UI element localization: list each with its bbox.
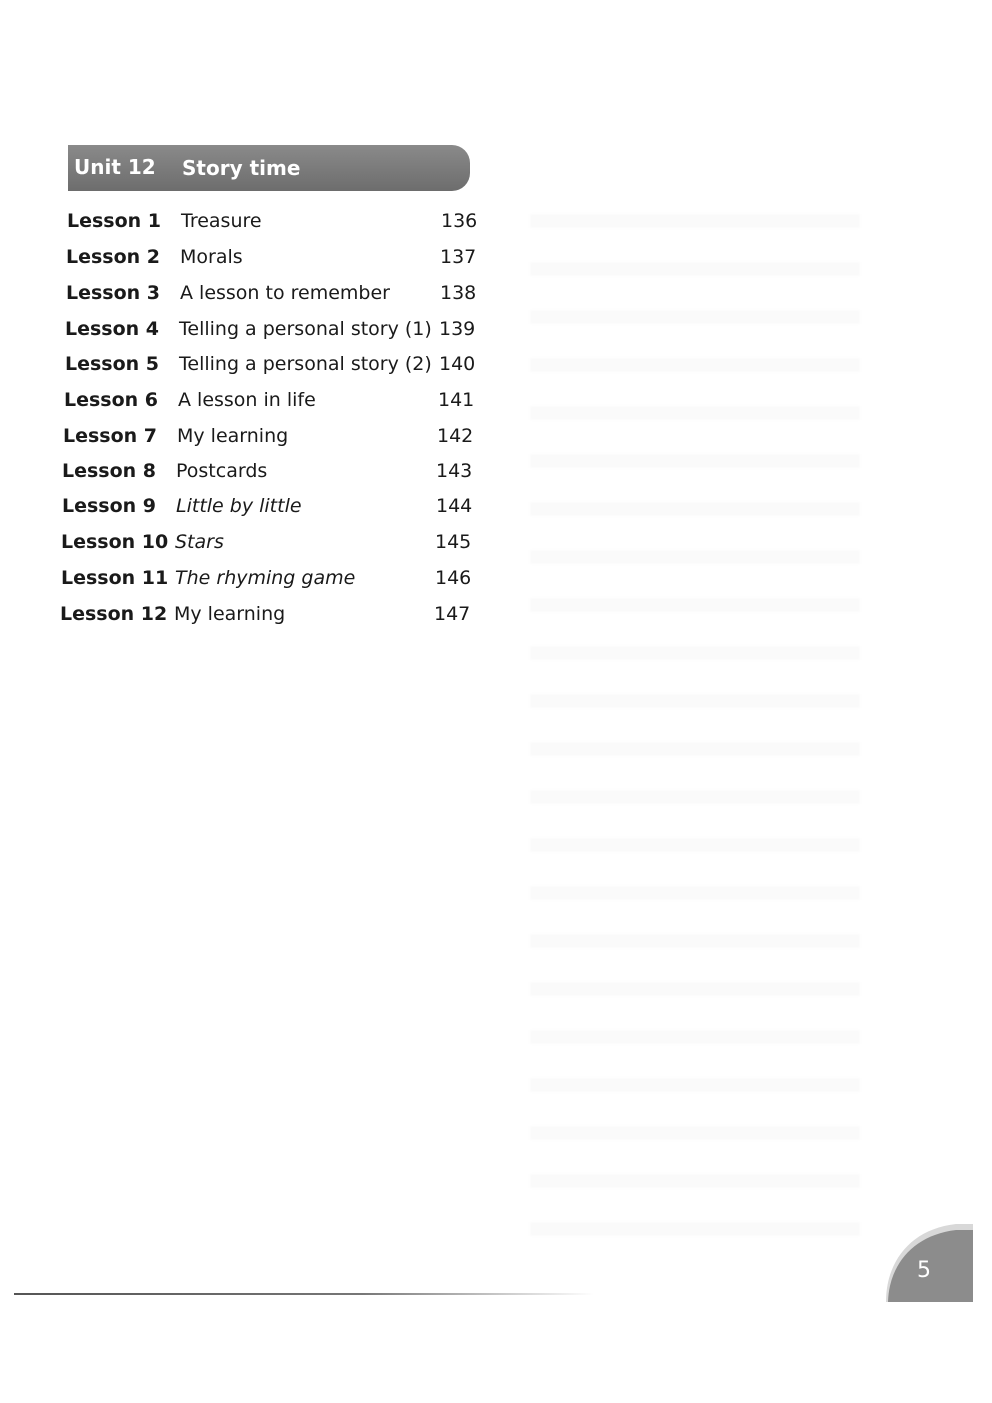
unit-title: Story time [182,156,301,180]
lesson-title: Telling a personal story (2) [179,353,432,375]
lesson-page: 145 [435,531,472,553]
lesson-page: 136 [441,210,478,232]
lesson-number: Lesson 8 [62,460,157,482]
lesson-page: 140 [439,353,476,375]
lesson-number: Lesson 2 [66,246,161,268]
lesson-title: Telling a personal story (1) [179,318,432,340]
lesson-page: 147 [434,603,471,625]
lesson-title: A lesson in life [178,389,316,411]
lesson-number: Lesson 1 [67,210,162,232]
lesson-number: Lesson 3 [66,282,161,304]
footer-divider [14,1293,594,1295]
lesson-title: My learning [174,603,286,625]
lesson-title: The rhyming game [175,567,356,589]
lesson-page: 144 [436,495,473,517]
lesson-title: A lesson to remember [180,282,390,304]
lesson-number: Lesson 4 [65,318,160,340]
lesson-page: 142 [437,425,474,447]
lesson-number: Lesson 6 [64,389,159,411]
lesson-number: Lesson 11 [61,567,169,589]
lesson-title: Stars [175,531,224,553]
lesson-number: Lesson 10 [61,531,169,553]
lesson-list [0,0,520,640]
lesson-page: 137 [440,246,477,268]
lesson-page: 146 [435,567,472,589]
lesson-number: Lesson 12 [60,603,168,625]
lesson-title: My learning [177,425,289,447]
lesson-page: 139 [439,318,476,340]
lesson-title: Morals [180,246,243,268]
lesson-page: 143 [436,460,473,482]
lesson-number: Lesson 5 [65,353,160,375]
unit-label: Unit 12 [74,155,156,179]
lesson-number: Lesson 9 [62,495,157,517]
lesson-page: 138 [440,282,477,304]
lesson-number: Lesson 7 [63,425,158,447]
lesson-title: Postcards [176,460,268,482]
show-through-shadow [530,180,860,1250]
page-number: 5 [917,1258,931,1283]
lesson-title: Treasure [181,210,262,232]
lesson-page: 141 [438,389,475,411]
lesson-title: Little by little [176,495,302,517]
